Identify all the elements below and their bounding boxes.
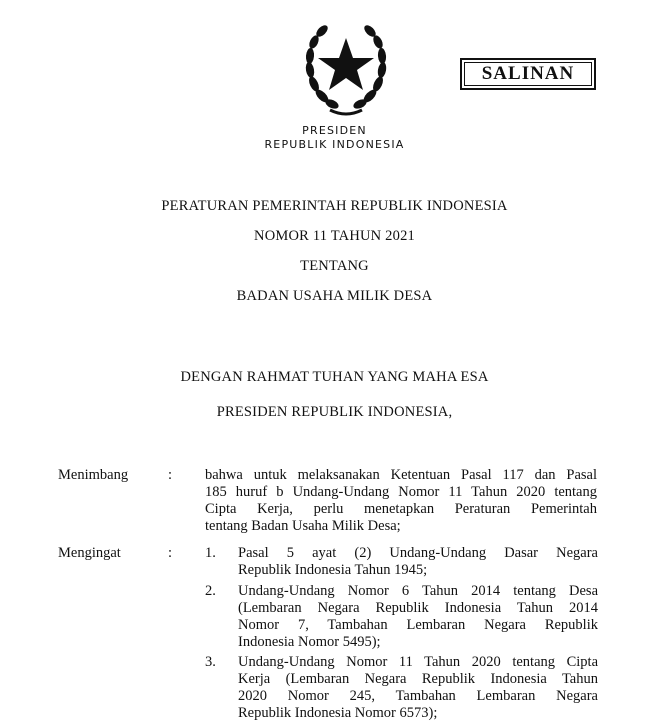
- mengingat-label: Mengingat: [58, 545, 121, 561]
- salinan-stamp: [460, 58, 596, 90]
- title-line4: BADAN USAHA MILIK DESA: [236, 288, 433, 304]
- mengingat-line: Republik Indonesia Nomor 6573);: [238, 705, 438, 721]
- mengingat-item-num: 2.: [205, 583, 216, 599]
- menimbang-line: bahwa untuk melaksanakan Ketentuan Pasal 117 dan Pasal: [205, 467, 597, 483]
- menimbang-line: 185 huruf b Undang-Undang Nomor 11 Tahun 2020 tentang: [205, 484, 597, 500]
- title-line2: NOMOR 11 TAHUN 2021: [254, 228, 415, 244]
- mengingat-line: Kerja (Lembaran Negara Republik Indonesia Tahun: [238, 671, 598, 687]
- letterhead-line2: REPUBLIK INDONESIA: [264, 138, 405, 151]
- letterhead: [0, 124, 669, 152]
- mengingat-line: Nomor 7, Tambahan Lembaran Negara Republik: [238, 617, 598, 633]
- mengingat-line: Indonesia Nomor 5495);: [238, 634, 381, 650]
- mengingat-item-2: [238, 583, 598, 651]
- preamble-line1: DENGAN RAHMAT TUHAN YANG MAHA ESA: [180, 369, 489, 385]
- presidential-emblem-icon: [300, 14, 392, 118]
- menimbang-text: [205, 467, 597, 535]
- mengingat-item-3: [238, 654, 598, 722]
- menimbang-label: Menimbang: [58, 467, 129, 483]
- menimbang-colon: :: [168, 467, 173, 483]
- title-line3: TENTANG: [300, 258, 369, 274]
- mengingat-line: (Lembaran Negara Republik Indonesia Tahun 2014: [238, 600, 598, 616]
- stamp-label: SALINAN: [464, 62, 592, 86]
- menimbang-line: tentang Badan Usaha Milik Desa;: [205, 518, 401, 534]
- mengingat-line: 2020 Nomor 245, Tambahan Lembaran Negara: [238, 688, 598, 704]
- mengingat-line: Republik Indonesia Tahun 1945;: [238, 562, 428, 578]
- menimbang-line: Cipta Kerja, perlu menetapkan Peraturan Pemerintah: [205, 501, 597, 517]
- mengingat-colon: :: [168, 545, 173, 561]
- mengingat-item-1: [238, 545, 598, 579]
- title-line1: PERATURAN PEMERINTAH REPUBLIK INDONESIA: [161, 198, 508, 214]
- mengingat-line: Undang-Undang Nomor 11 Tahun 2020 tentang Cipta: [238, 654, 598, 670]
- mengingat-item-num: 3.: [205, 654, 216, 670]
- mengingat-line: Pasal 5 ayat (2) Undang-Undang Dasar Negara: [238, 545, 598, 561]
- preamble-line2: PRESIDEN REPUBLIK INDONESIA,: [216, 404, 453, 420]
- letterhead-line1: PRESIDEN: [302, 124, 367, 137]
- mengingat-item-num: 1.: [205, 545, 216, 561]
- mengingat-line: Undang-Undang Nomor 6 Tahun 2014 tentang Desa: [238, 583, 598, 599]
